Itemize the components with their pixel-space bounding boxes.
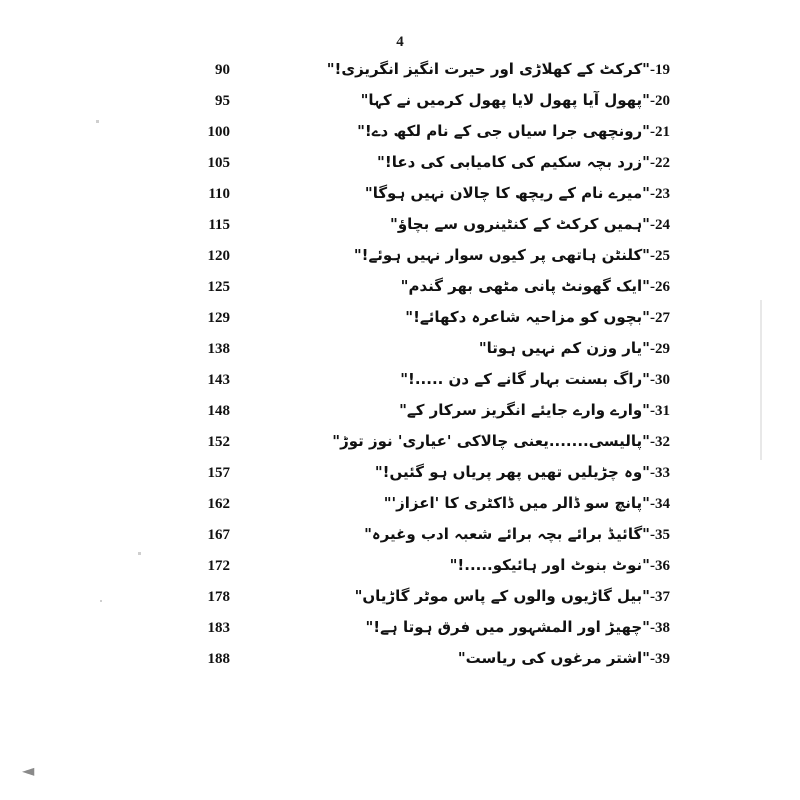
toc-item-page: 95: [215, 93, 230, 109]
toc-item-title: [242, 339, 670, 358]
toc-item-title: [242, 122, 670, 141]
toc-item-title: [242, 184, 670, 203]
toc-item-title: [242, 432, 670, 451]
toc-item[interactable]: [150, 494, 670, 525]
toc-item[interactable]: [150, 60, 670, 91]
toc-item-number: 24-: [650, 217, 670, 233]
toc-item-page: 129: [207, 310, 230, 326]
toc-item-title: [242, 618, 670, 637]
toc-item[interactable]: [150, 246, 670, 277]
toc-item-title: [242, 308, 670, 327]
toc-item-page: 120: [207, 248, 230, 264]
toc-item-number: 33-: [650, 465, 670, 481]
toc-item-text: "ایک گھونٹ پانی مٹھی بھر گندم": [400, 277, 650, 295]
toc-item-number: 27-: [650, 310, 670, 326]
toc-item[interactable]: [150, 122, 670, 153]
toc-item-title: [242, 370, 670, 389]
toc-item[interactable]: [150, 308, 670, 339]
toc-item-text: "کلنٹن ہاتھی پر کیوں سوار نہیں ہوئے!": [353, 246, 650, 264]
toc-item-text: "کرکٹ کے کھلاڑی اور حیرت انگیز انگریزی!": [326, 60, 650, 78]
toc-item-page: 178: [207, 589, 230, 605]
toc-item-number: 38-: [650, 620, 670, 636]
toc-item-page: 125: [207, 279, 230, 295]
toc-item-page: 100: [207, 124, 230, 140]
toc-item[interactable]: [150, 432, 670, 463]
toc-item-number: 20-: [650, 93, 670, 109]
toc-item-page: 90: [215, 62, 230, 78]
toc-item-page: 167: [207, 527, 230, 543]
toc-item[interactable]: [150, 587, 670, 618]
toc-item-text: "وارے وارے جایئے انگریز سرکار کے": [399, 401, 650, 419]
toc-item-text: "چھیڑ اور المشہور میں فرق ہوتا ہے!": [365, 618, 650, 636]
toc-item-page: 138: [207, 341, 230, 357]
toc-item[interactable]: [150, 91, 670, 122]
toc-item-number: 29-: [650, 341, 670, 357]
toc-item-number: 22-: [650, 155, 670, 171]
toc-item[interactable]: [150, 556, 670, 587]
toc-item-text: "گائیڈ برائے بچہ برائے شعبہ ادب وغیرہ": [364, 525, 650, 543]
toc-item[interactable]: [150, 184, 670, 215]
toc-item-text: "اشتر مرغوں کی ریاست": [457, 649, 650, 667]
toc-item-title: [242, 494, 670, 513]
toc-item[interactable]: [150, 525, 670, 556]
toc-item[interactable]: [150, 370, 670, 401]
toc-item-number: 19-: [650, 62, 670, 78]
toc-item-title: [242, 153, 670, 172]
toc-item-title: [242, 401, 670, 420]
toc-item-page: 115: [208, 217, 230, 233]
toc-item-page: 188: [207, 651, 230, 667]
toc-item-text: "زرد بچہ سکیم کی کامیابی کی دعا!": [377, 153, 650, 171]
toc-item-title: [242, 463, 670, 482]
toc-item[interactable]: [150, 618, 670, 649]
toc-item-title: [242, 556, 670, 575]
toc-item-page: 152: [207, 434, 230, 450]
scan-artifact-left-mid: [138, 552, 141, 555]
toc-item[interactable]: [150, 649, 670, 680]
toc-item-text: "ہمیں کرکٹ کے کنٹینروں سے بچاؤ": [390, 215, 650, 233]
toc-item[interactable]: [150, 339, 670, 370]
toc-item-text: "پالیسی.......یعنی چالاکی 'عیاری' نوز توڑ": [332, 432, 650, 450]
toc-item-page: 162: [207, 496, 230, 512]
toc-item-number: 26-: [650, 279, 670, 295]
scan-artifact-right-edge: [760, 300, 762, 460]
toc-item-number: 30-: [650, 372, 670, 388]
toc-item-page: 183: [207, 620, 230, 636]
toc-item-number: 23-: [650, 186, 670, 202]
toc-item-text: "پھول آیا پھول لایا پھول کرمیں نے کہا": [360, 91, 650, 109]
toc-item-title: [242, 215, 670, 234]
toc-item-text: "یار وزن کم نہیں ہوتا": [478, 339, 650, 357]
scan-artifact-left-top: [96, 120, 99, 123]
toc-item-number: 39-: [650, 651, 670, 667]
toc-item-number: 34-: [650, 496, 670, 512]
page-number: 4: [396, 34, 404, 50]
toc-item-number: 32-: [650, 434, 670, 450]
toc-item-text: "راگ بسنت بہار گانے کے دن .....!": [400, 370, 650, 388]
toc-item-number: 36-: [650, 558, 670, 574]
toc-item[interactable]: [150, 463, 670, 494]
toc-item-page: 172: [207, 558, 230, 574]
toc-item-text: "نوٹ بنوٹ اور ہائیکو.....!": [449, 556, 650, 574]
toc-item-text: "رونچھی جرا سیاں جی کے نام لکھ دے!": [357, 122, 650, 140]
toc-item[interactable]: [150, 153, 670, 184]
toc-item-text: "پانچ سو ڈالر میں ڈاکٹری کا 'اعزاز'": [383, 494, 650, 512]
toc-item-number: 31-: [650, 403, 670, 419]
toc-item-text: "بچوں کو مزاحیہ شاعرہ دکھائے!": [405, 308, 650, 326]
toc-item-title: [242, 60, 670, 79]
toc-item-text: "میرے نام کے ریچھ کا چالان نہیں ہوگا": [364, 184, 650, 202]
toc-item-title: [242, 91, 670, 110]
toc-item-number: 35-: [650, 527, 670, 543]
toc-item-page: 143: [207, 372, 230, 388]
table-of-contents: [150, 60, 670, 680]
toc-item-page: 148: [207, 403, 230, 419]
toc-item-title: [242, 587, 670, 606]
toc-item-text: "بیل گاڑیوں والوں کے پاس موٹر گاڑیاں": [354, 587, 650, 605]
toc-item-page: 105: [207, 155, 230, 171]
toc-item-number: 37-: [650, 589, 670, 605]
toc-item[interactable]: [150, 215, 670, 246]
toc-item-title: [242, 246, 670, 265]
scan-artifact-left-lower: [100, 600, 102, 602]
toc-item-text: "وہ چڑیلیں تھیں پھر پریاں ہو گئیں!": [374, 463, 650, 481]
toc-item-number: 21-: [650, 124, 670, 140]
toc-item-number: 25-: [650, 248, 670, 264]
toc-item[interactable]: [150, 401, 670, 432]
toc-item[interactable]: [150, 277, 670, 308]
toc-item-title: [242, 525, 670, 544]
toc-item-title: [242, 649, 670, 668]
scan-corner-arrow-icon: ◄: [22, 761, 35, 780]
toc-item-title: [242, 277, 670, 296]
toc-item-page: 110: [208, 186, 230, 202]
toc-item-page: 157: [207, 465, 230, 481]
